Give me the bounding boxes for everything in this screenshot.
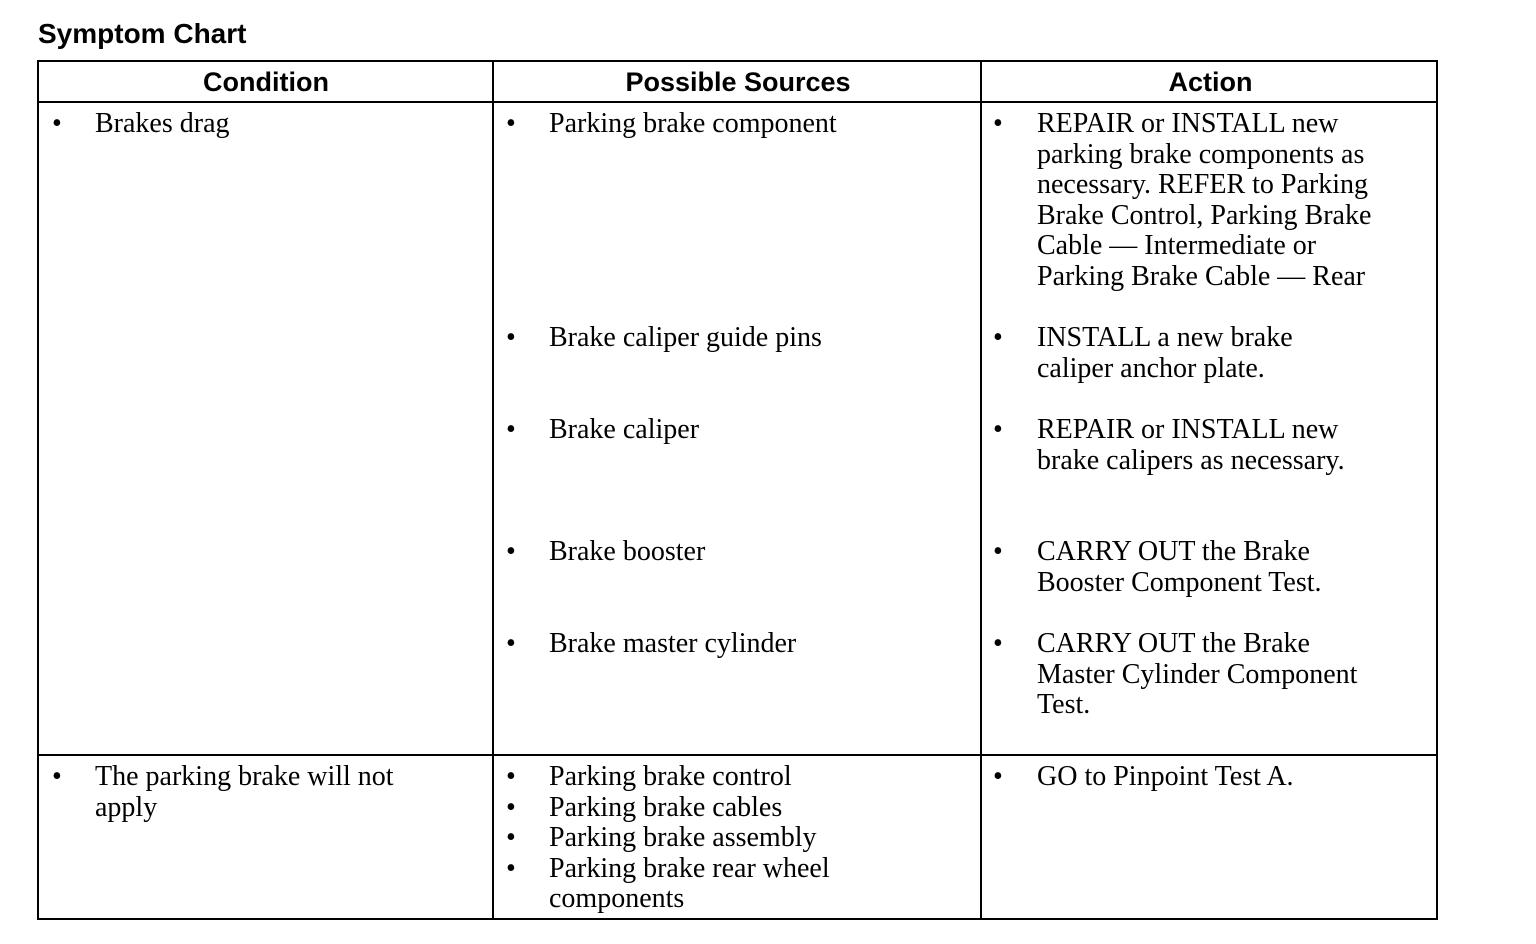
bullet: • [993,536,1003,567]
condition-text: The parking brake will not apply [95,761,394,823]
bullet: • [506,852,516,884]
symptom-table [37,60,1438,920]
column-divider [980,62,982,918]
bullet: • [506,536,516,567]
source-text: Brake master cylinder [549,628,797,659]
bullet: • [993,414,1003,445]
action-text: CARRY OUT the Brake Master Cylinder Component Test. [1037,628,1358,721]
bullet: • [52,108,62,139]
source-text: Parking brake cables [549,791,783,823]
condition-text: Brakes drag [95,108,230,139]
action-text: REPAIR or INSTALL new brake calipers as necessary. [1037,414,1345,476]
source-text: Parking brake assembly [549,822,817,854]
table-header [39,62,1436,103]
bullet: • [506,322,516,353]
bullet: • [506,791,516,823]
bullet: • [506,414,516,445]
source-text: Brake booster [549,536,706,567]
bullet: • [993,761,1003,792]
action-text: CARRY OUT the Brake Booster Component Test. [1037,536,1322,598]
bullet: • [506,108,516,139]
source-text: Parking brake control [549,761,792,792]
header-action: Action [1168,67,1253,97]
source-text: Brake caliper [549,414,700,445]
bullet: • [993,322,1003,353]
source-text: Parking brake component [549,108,837,139]
column-divider [492,62,494,918]
action-text: INSTALL a new brake caliper anchor plate. [1037,322,1293,384]
bullet: • [993,628,1003,659]
bullet: • [993,108,1003,139]
bullet: • [506,628,516,659]
action-text: REPAIR or INSTALL new parking brake components as necessary. REFER to Parking Brake Control, Parking Brake Cable — Intermediate or Parking Brake Cable — Rear [1037,108,1372,292]
bullet: • [506,822,516,854]
source-text: Brake caliper guide pins [549,322,822,353]
chart-title: Symptom Chart [38,18,247,49]
header-condition: Condition [203,67,329,97]
action-text: GO to Pinpoint Test A. [1037,761,1294,792]
bullet: • [506,761,516,792]
source-text: Parking brake rear wheel components [549,852,830,915]
header-possible-sources: Possible Sources [625,67,851,97]
row-divider [39,754,1436,756]
bullet: • [52,761,62,792]
